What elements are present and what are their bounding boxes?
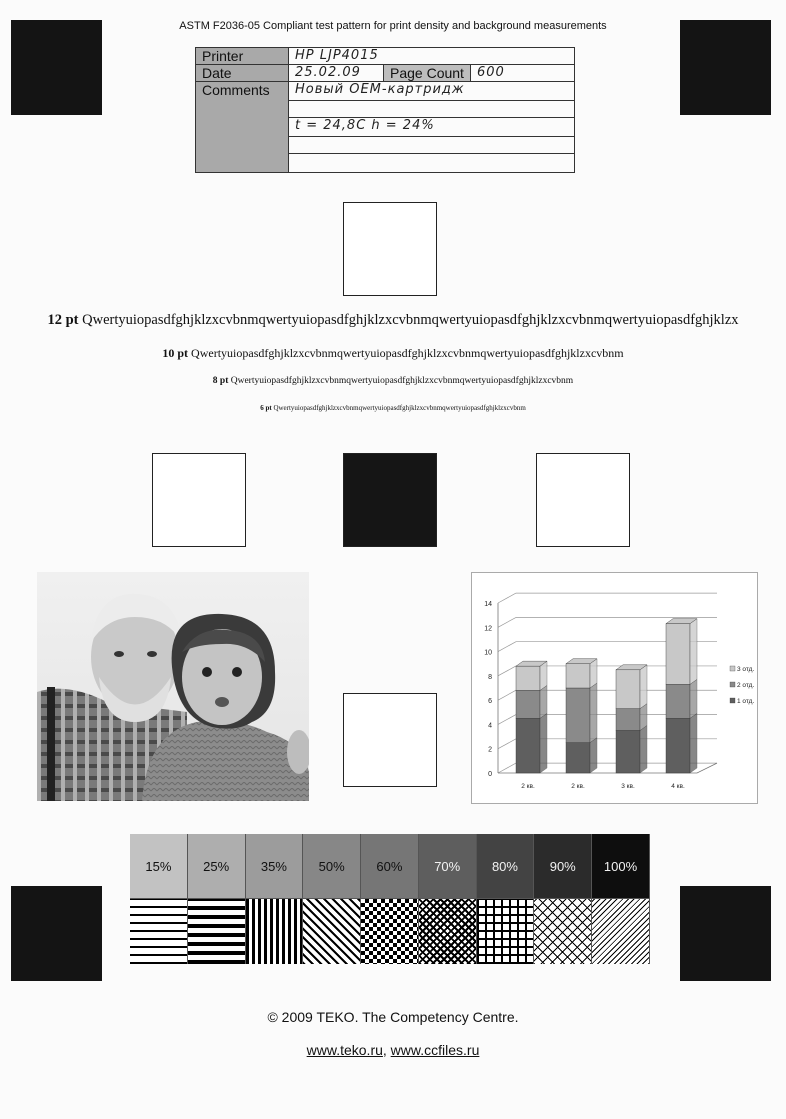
bar-segment: [516, 690, 540, 718]
comment-line-1: Новый OEM-картридж: [289, 82, 575, 101]
bar-side: [590, 738, 597, 773]
test-photo: [37, 572, 309, 801]
bar-side: [640, 665, 647, 709]
pattern-swatch: [534, 898, 592, 964]
test-chart: [471, 572, 758, 804]
registration-mark-bottom-left: [11, 886, 102, 981]
comment-line-blank: [289, 101, 575, 118]
y-tick-label: 14: [484, 601, 492, 608]
pattern-swatch: [419, 898, 477, 964]
bar-segment: [616, 670, 640, 709]
registration-mark-bottom-right: [680, 886, 771, 981]
tone-swatch: [419, 834, 477, 964]
bar-segment: [516, 718, 540, 773]
tone-label: 60%: [361, 834, 419, 898]
pattern-swatch: [130, 898, 188, 964]
text-size-label: 12 pt: [47, 312, 79, 328]
page-header: ASTM F2036-05 Compliant test pattern for print density and background measurements: [179, 20, 607, 32]
registration-mark-top-left: [11, 20, 102, 115]
y-tick-label: 6: [488, 698, 492, 706]
text-size-label: 6 pt: [260, 404, 272, 412]
legend-label: 2 отд.: [737, 682, 755, 689]
bar-segment: [566, 743, 590, 773]
info-table: [195, 47, 575, 173]
density-square-left: [152, 453, 246, 547]
text-sample-10pt: [0, 346, 786, 361]
tone-swatch: [361, 834, 419, 964]
pattern-swatch: [246, 898, 304, 964]
tone-label: 70%: [419, 834, 477, 898]
y-tick-label: 0: [488, 771, 492, 778]
text-size-label: 8 pt: [212, 376, 229, 386]
y-tick-label: 4: [488, 722, 492, 730]
printer-label: Printer: [196, 48, 289, 65]
bar-segment: [666, 718, 690, 773]
tone-label: 50%: [303, 834, 361, 898]
page-count-label: Page Count: [384, 65, 471, 82]
link-separator: ,: [382, 1042, 391, 1058]
y-tick-label: 10: [484, 649, 492, 657]
comment-line-blank: [289, 153, 575, 172]
page-count-value: 600: [471, 65, 575, 82]
registration-mark-top-right: [680, 20, 771, 115]
tone-label: 100%: [592, 834, 650, 898]
gridline-depth: [498, 642, 516, 652]
comment-line-2: t = 24,8C h = 24%: [289, 117, 575, 136]
legend-label: 1 отд.: [737, 698, 755, 705]
bar-side: [590, 683, 597, 743]
x-tick-label: 3 кв.: [621, 783, 635, 790]
bar-side: [540, 713, 547, 773]
legend-swatch: [730, 698, 735, 703]
footer-links: [0, 1042, 786, 1058]
text-sample: Qwertyuiopasdfghjklzxcvbnmqwertyuiopasdfghjklzxcvbnmqwertyuiopasdfghjklzxcvbnmqwertyuiopasdfghjklzx: [82, 312, 739, 328]
photo-illustration: [37, 572, 309, 801]
gridline-depth: [498, 617, 516, 627]
density-square-right: [536, 453, 630, 547]
bar-side: [690, 713, 697, 773]
text-sample-6pt: [0, 404, 786, 412]
copyright: © 2009 TEKO. The Competency Centre.: [267, 1009, 519, 1025]
legend-label: 3 отд.: [737, 666, 755, 673]
gridline-depth: [498, 666, 516, 676]
comments-label: Comments: [196, 82, 289, 173]
tone-swatches: [130, 834, 650, 964]
tone-label: 15%: [130, 834, 188, 898]
bar-segment: [666, 624, 690, 685]
bar-segment: [666, 684, 690, 718]
pattern-swatch: [303, 898, 361, 964]
ccfiles-link[interactable]: www.ccfiles.ru: [390, 1042, 480, 1058]
tone-swatch: [477, 834, 535, 964]
y-tick-label: 2: [488, 746, 492, 754]
pattern-swatch: [477, 898, 535, 964]
legend-swatch: [730, 682, 735, 687]
tone-swatch: [188, 834, 246, 964]
tone-swatch: [592, 834, 650, 964]
teko-link[interactable]: www.teko.ru: [306, 1042, 383, 1058]
text-sample-8pt: [0, 376, 786, 386]
tone-swatch: [246, 834, 304, 964]
gridline-depth: [498, 715, 516, 725]
comment-line-blank: [289, 137, 575, 154]
tone-label: 35%: [246, 834, 304, 898]
x-tick-label: 2 кв.: [571, 783, 585, 790]
bar-side: [690, 619, 697, 685]
y-tick-label: 12: [484, 625, 492, 633]
text-sample: Qwertyuiopasdfghjklzxcvbnmqwertyuiopasdfghjklzxcvbnmqwertyuiopasdfghjklzxcvbnm: [230, 376, 574, 386]
pattern-swatch: [592, 898, 650, 964]
text-sample-12pt: [0, 312, 786, 329]
x-tick-label: 2 кв.: [521, 783, 535, 790]
legend-swatch: [730, 666, 735, 671]
y-tick-label: 8: [488, 673, 492, 681]
text-sample: Qwertyuiopasdfghjklzxcvbnmqwertyuiopasdfghjklzxcvbnmqwertyuiopasdfghjklzxcvbnm: [191, 346, 624, 360]
tone-swatch: [130, 834, 188, 964]
density-square-top: [343, 202, 437, 296]
gridline-depth: [498, 593, 516, 603]
bar-side: [640, 726, 647, 774]
gridline-depth: [498, 763, 516, 773]
tone-label: 80%: [477, 834, 535, 898]
tone-swatch: [303, 834, 361, 964]
bar-side: [690, 679, 697, 718]
date-value: 25.02.09: [289, 65, 384, 82]
x-tick-label: 4 кв.: [671, 783, 685, 790]
tone-label: 25%: [188, 834, 246, 898]
date-label: Date: [196, 65, 289, 82]
gridline-depth: [498, 690, 516, 700]
bar-side: [540, 685, 547, 718]
density-square-bottom: [343, 693, 437, 787]
pattern-swatch: [361, 898, 419, 964]
bar-segment: [566, 688, 590, 743]
gridline-depth: [498, 739, 516, 749]
text-size-label: 10 pt: [162, 346, 189, 360]
stacked-bar-chart: [472, 573, 757, 803]
bar-segment: [616, 709, 640, 731]
tone-label: 90%: [534, 834, 592, 898]
bar-segment: [616, 731, 640, 774]
pattern-swatch: [188, 898, 246, 964]
text-sample: Qwertyuiopasdfghjklzxcvbnmqwertyuiopasdfghjklzxcvbnmqwertyuiopasdfghjklzxcvbnm: [273, 404, 526, 412]
bar-segment: [516, 666, 540, 690]
bar-segment: [566, 664, 590, 688]
printer-value: HP LJP4015: [289, 48, 575, 65]
density-square-black: [343, 453, 437, 547]
tone-swatch: [534, 834, 592, 964]
